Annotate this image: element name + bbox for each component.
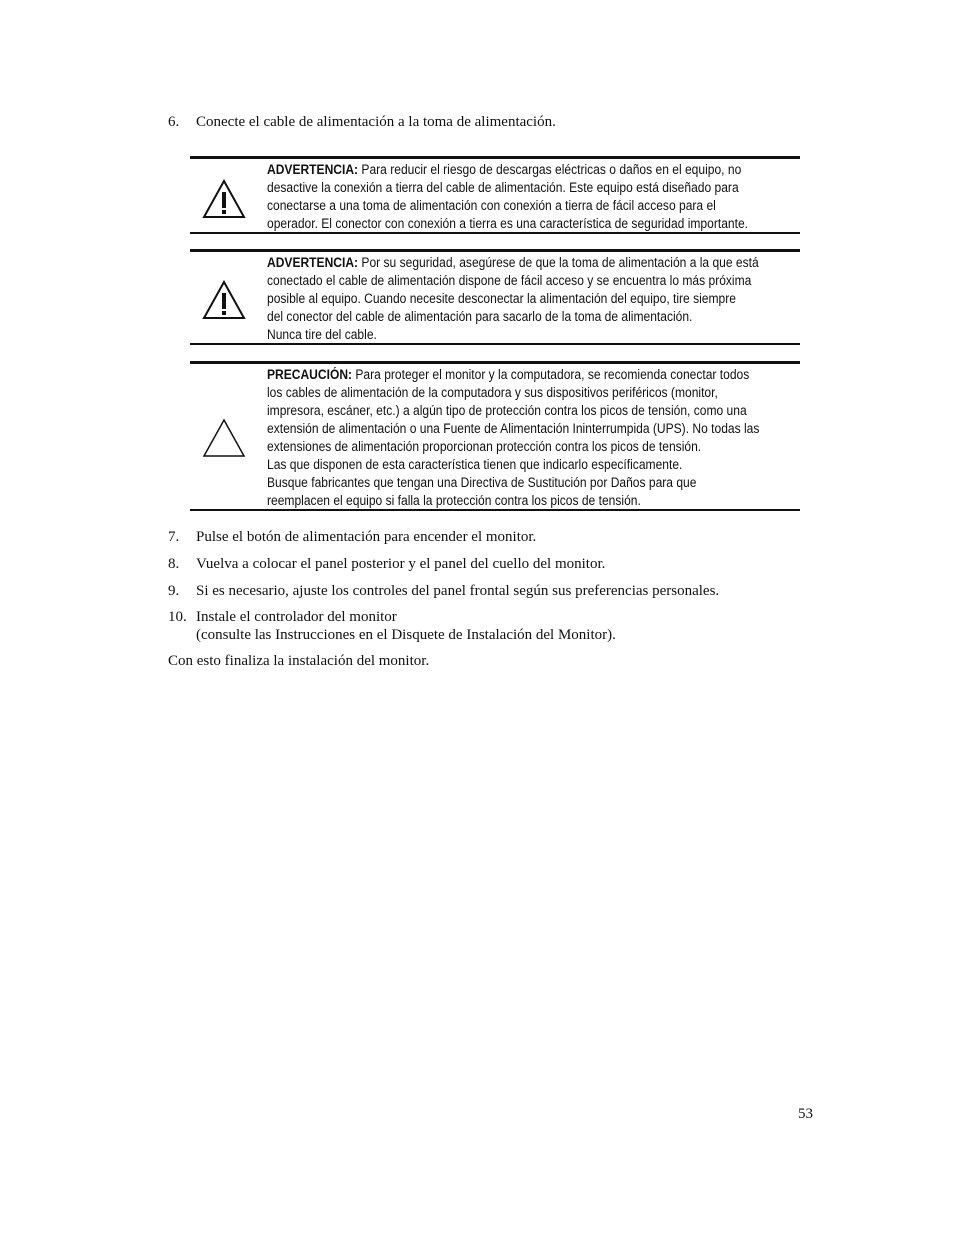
notice-line: ADVERTENCIA: Para reducir el riesgo de descargas eléctricas o daños en el equipo, no	[267, 162, 742, 177]
notice-line: posible al equipo. Cuando necesite desconectar la alimentación del equipo, tire siempre	[267, 291, 736, 306]
notice-line: reemplacen el equipo si falla la protección contra los picos de tensión.	[267, 493, 641, 508]
warning-exclamation-icon	[202, 280, 246, 320]
step-number: 7.	[168, 529, 180, 545]
notice-line: operador. El conector con conexión a tierra es una característica de seguridad importante.	[267, 216, 749, 231]
step-text: Conecte el cable de alimentación a la toma de alimentación.	[196, 114, 556, 130]
step-text: Pulse el botón de alimentación para encender el monitor.	[196, 529, 537, 545]
notice-line: desactive la conexión a tierra del cable de alimentación. Este equipo está diseñado para	[267, 180, 739, 195]
notice-line: Las que disponen de esta característica tienen que indicarlo específicamente.	[267, 457, 683, 472]
notice-line: los cables de alimentación de la computadora y sus dispositivos periféricos (monitor,	[267, 385, 718, 400]
step-text: Vuelva a colocar el panel posterior y el panel del cuello del monitor.	[196, 556, 606, 572]
step-text: Instale el controlador del monitor	[196, 609, 397, 625]
notice-text	[267, 161, 794, 233]
step-number: 8.	[168, 556, 180, 572]
notice-line: del conector del cable de alimentación para sacarlo de la toma de alimentación.	[267, 309, 693, 324]
warning-notice-1	[190, 156, 800, 234]
step-number: 9.	[168, 583, 180, 599]
warning-notice-2	[190, 249, 800, 345]
closing-text: Con esto finaliza la instalación del monitor.	[168, 653, 430, 669]
notice-label: PRECAUCIÓN:	[267, 367, 353, 382]
caution-triangle-icon	[202, 418, 246, 458]
notice-line: impresora, escáner, etc.) a algún tipo de protección contra los picos de tensión, como una	[267, 403, 747, 418]
notice-line: ADVERTENCIA: Por su seguridad, asegúrese de que la toma de alimentación a la que está	[267, 255, 759, 270]
warning-exclamation-icon	[202, 179, 246, 219]
notice-label: ADVERTENCIA:	[267, 162, 359, 177]
notice-line: Nunca tire del cable.	[267, 327, 377, 342]
notice-line: extensiones de alimentación proporcionan protección contra los picos de tensión.	[267, 439, 702, 454]
notice-line: conectado el cable de alimentación dispone de fácil acceso y se encuentra lo más próxima	[267, 273, 752, 288]
step-subtext: (consulte las Instrucciones en el Disquete de Instalación del Monitor).	[196, 627, 616, 643]
notice-line: conectarse a una toma de alimentación con conexión a tierra de fácil acceso para el	[267, 198, 716, 213]
notice-text	[267, 254, 794, 344]
notice-line: PRECAUCIÓN: Para proteger el monitor y la computadora, se recomienda conectar todos	[267, 367, 750, 382]
caution-notice	[190, 361, 800, 511]
notice-label: ADVERTENCIA:	[267, 255, 359, 270]
step-number: 6.	[168, 114, 180, 130]
step-text: Si es necesario, ajuste los controles del panel frontal según sus preferencias personales.	[196, 583, 720, 599]
notice-line: Busque fabricantes que tengan una Directiva de Sustitución por Daños para que	[267, 475, 697, 490]
notice-text	[267, 366, 794, 510]
page-number: 53	[798, 1106, 813, 1122]
step-number: 10.	[168, 609, 187, 625]
notice-line: extensión de alimentación o una Fuente de Alimentación Ininterrumpida (UPS). No todas las	[267, 421, 760, 436]
